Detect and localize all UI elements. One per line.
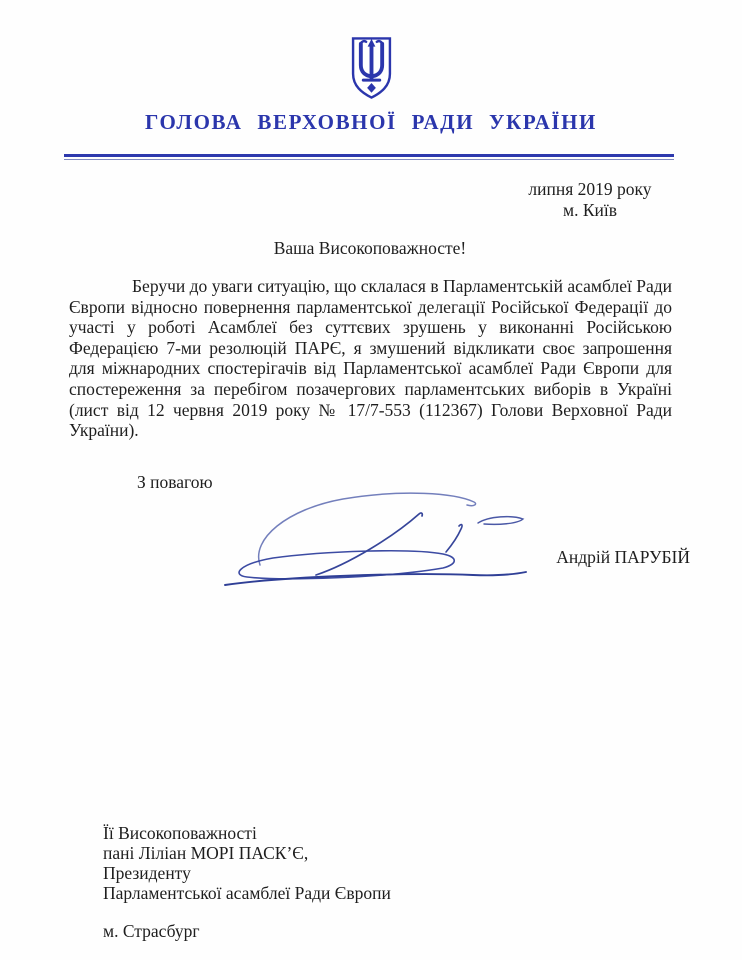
closing-phrase: З повагою (137, 472, 213, 492)
salutation: Ваша Високоповажносте! (273, 238, 467, 258)
letterhead-rule (64, 154, 674, 160)
letterhead-rule-thin (64, 159, 674, 160)
tryzub-icon (349, 36, 394, 100)
signature-ink (215, 485, 535, 595)
letter-city: м. Київ (563, 200, 617, 220)
addressee-block (103, 823, 391, 941)
letterhead-title: ГОЛОВА ВЕРХОВНОЇ РАДИ УКРАЇНИ (145, 110, 597, 134)
letter-date: липня 2019 року (528, 179, 652, 199)
addressee-position: Президенту (103, 863, 191, 883)
addressee-honorific: Її Високоповажності (103, 823, 257, 843)
addressee-organization: Парламентської асамблеї Ради Європи (103, 883, 391, 903)
addressee-city: м. Страсбург (103, 921, 200, 941)
signer-name: Андрій ПАРУБІЙ (556, 547, 690, 567)
dateline (505, 179, 675, 221)
addressee-name: пані Ліліан МОРІ ПАСК’Є, (103, 843, 309, 863)
body-paragraph: Беручи до уваги ситуацію, що склалася в Парламентській асамблеї Ради Європи відносно повернення парламентської делегації Російської Федерації до участі у роботі Асамблеї без суттєвих зрушень у виконанні Російською Федерацією 7-ми резолюцій ПАРЄ, я змушений відкликати своє запрошення для міжнародних спостерігачів від Парламентської асамблеї Ради Європи для спостереження за перебігом позачергових парламентських виборів в Україні (лист від 12 червня 2019 року № 17/7-553 (112367) Голови Верховної Ради України). (69, 276, 672, 441)
